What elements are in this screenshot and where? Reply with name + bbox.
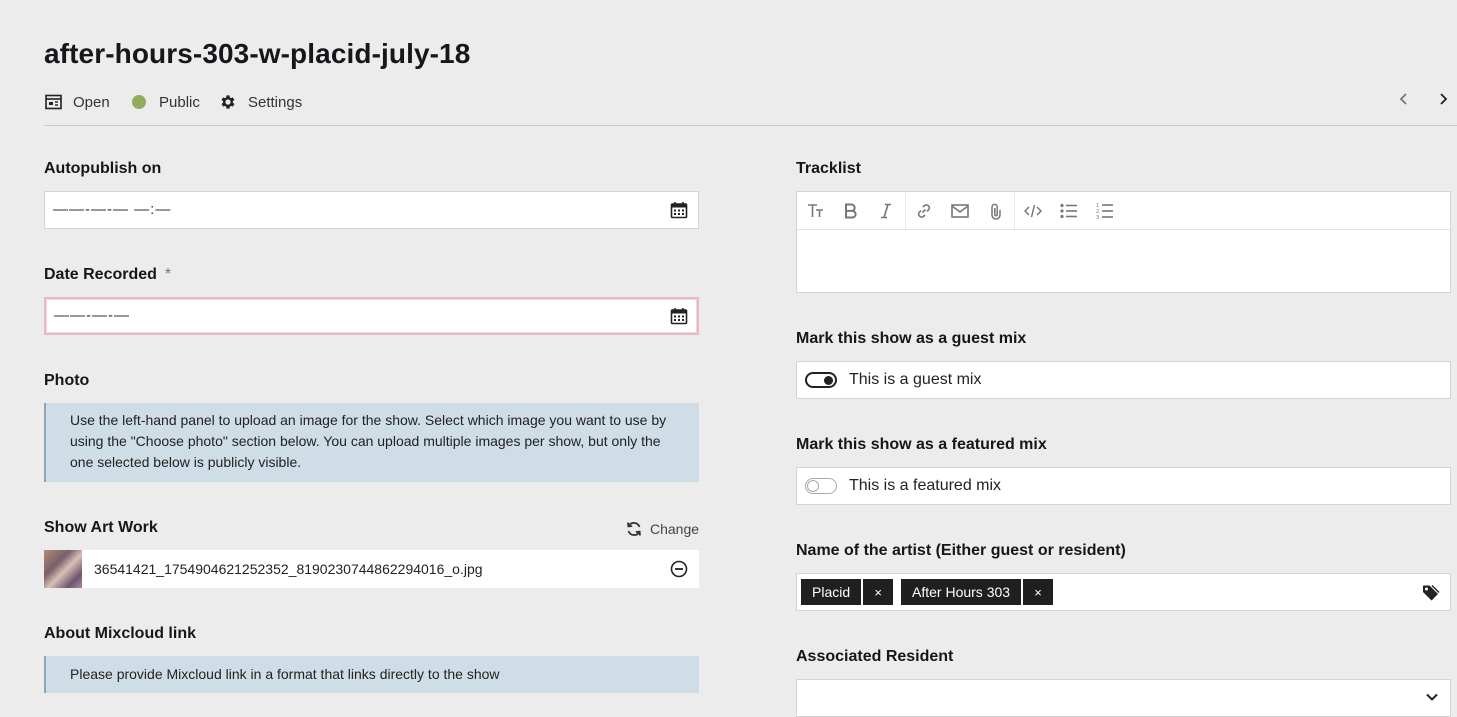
- mixcloud-label: About Mixcloud link: [44, 625, 196, 642]
- previous-button[interactable]: [1394, 91, 1414, 111]
- guest-mix-toggle[interactable]: [805, 372, 837, 388]
- open-label: Open: [73, 93, 110, 111]
- photo-label: Photo: [44, 372, 90, 389]
- guest-mix-toggle-field[interactable]: [796, 361, 1451, 399]
- artwork-label: Show Art Work: [44, 519, 158, 536]
- tag-label: After Hours 303: [901, 579, 1021, 605]
- featured-mix-toggle-label: This is a featured mix: [849, 477, 1002, 494]
- tag-label: Placid: [801, 579, 861, 605]
- featured-mix-label: Mark this show as a featured mix: [796, 436, 1047, 453]
- featured-mix-toggle[interactable]: [805, 478, 837, 494]
- page-title: after-hours-303-w-placid-july-18: [44, 38, 471, 69]
- italic-icon[interactable]: [875, 200, 897, 222]
- settings-label: Settings: [248, 93, 303, 111]
- email-icon[interactable]: [949, 200, 971, 222]
- date-recorded-value: ——-—-—: [54, 307, 130, 324]
- featured-mix-toggle-field[interactable]: [796, 467, 1451, 505]
- chevron-right-icon: [1438, 92, 1448, 111]
- settings-button[interactable]: [219, 91, 302, 113]
- svg-text:2: 2: [1096, 209, 1100, 215]
- remove-circle-icon[interactable]: [670, 560, 688, 578]
- chevron-left-icon: [1399, 92, 1409, 111]
- guest-mix-label: Mark this show as a guest mix: [796, 330, 1027, 347]
- artist-name-label: Name of the artist (Either guest or resident): [796, 542, 1126, 559]
- artwork-thumbnail: [44, 550, 82, 588]
- tag-remove-button[interactable]: ×: [1023, 579, 1053, 605]
- link-icon[interactable]: [913, 200, 935, 222]
- associated-resident-select[interactable]: [796, 679, 1451, 717]
- tracklist-editor[interactable]: [796, 191, 1451, 293]
- tag-remove-button[interactable]: ×: [863, 579, 893, 605]
- gear-icon: [219, 93, 237, 111]
- guest-mix-toggle-label: This is a guest mix: [849, 371, 982, 388]
- autopublish-value: ——-—-— —:—: [53, 201, 172, 218]
- status-dot-icon: [130, 93, 148, 111]
- tracklist-label: Tracklist: [796, 160, 861, 177]
- autopublish-datetime-input[interactable]: [44, 191, 699, 229]
- ordered-list-icon[interactable]: [1094, 200, 1116, 222]
- date-recorded-label: [44, 266, 171, 284]
- attachment-icon[interactable]: [985, 200, 1007, 222]
- artist-tag: [901, 579, 1053, 605]
- mixcloud-info-box: Please provide Mixcloud link in a format that links directly to the show: [44, 656, 699, 693]
- refresh-icon: [626, 521, 642, 537]
- required-mark: *: [164, 266, 172, 283]
- change-artwork-button[interactable]: [626, 521, 699, 537]
- photo-info-box: Use the left-hand panel to upload an image for the show. Select which image you want to use by using the "Choose photo" section below. You can upload multiple images per show, but only the one selected below is publicly visible.: [44, 403, 699, 482]
- artwork-filename: 36541421_1754904621252352_8190230744862294016_o.jpg: [94, 561, 483, 577]
- bullet-list-icon[interactable]: [1058, 200, 1080, 222]
- code-icon[interactable]: [1022, 200, 1044, 222]
- open-button[interactable]: [44, 91, 110, 113]
- text-size-icon[interactable]: [805, 200, 827, 222]
- public-label: Public: [159, 93, 200, 111]
- tag-icon: [1422, 584, 1440, 602]
- calendar-icon[interactable]: [670, 307, 688, 325]
- svg-text:3: 3: [1096, 215, 1100, 220]
- artwork-file-row: [44, 550, 699, 588]
- header-toolbar: [44, 88, 1457, 126]
- date-recorded-input[interactable]: [44, 297, 699, 335]
- associated-resident-label: Associated Resident: [796, 648, 954, 665]
- next-button[interactable]: [1433, 91, 1453, 111]
- svg-text:1: 1: [1096, 203, 1100, 209]
- autopublish-label: Autopublish on: [44, 160, 162, 177]
- date-recorded-label-text: Date Recorded: [44, 266, 157, 283]
- chevron-down-icon: [1426, 693, 1438, 701]
- change-label: Change: [650, 521, 700, 537]
- artist-tags-input[interactable]: [796, 573, 1451, 611]
- public-status-button[interactable]: [130, 91, 200, 113]
- calendar-icon[interactable]: [670, 201, 688, 219]
- artist-tag: [801, 579, 893, 605]
- bold-icon[interactable]: [840, 200, 862, 222]
- editor-toolbar: [797, 192, 1450, 230]
- open-preview-icon: [44, 93, 62, 111]
